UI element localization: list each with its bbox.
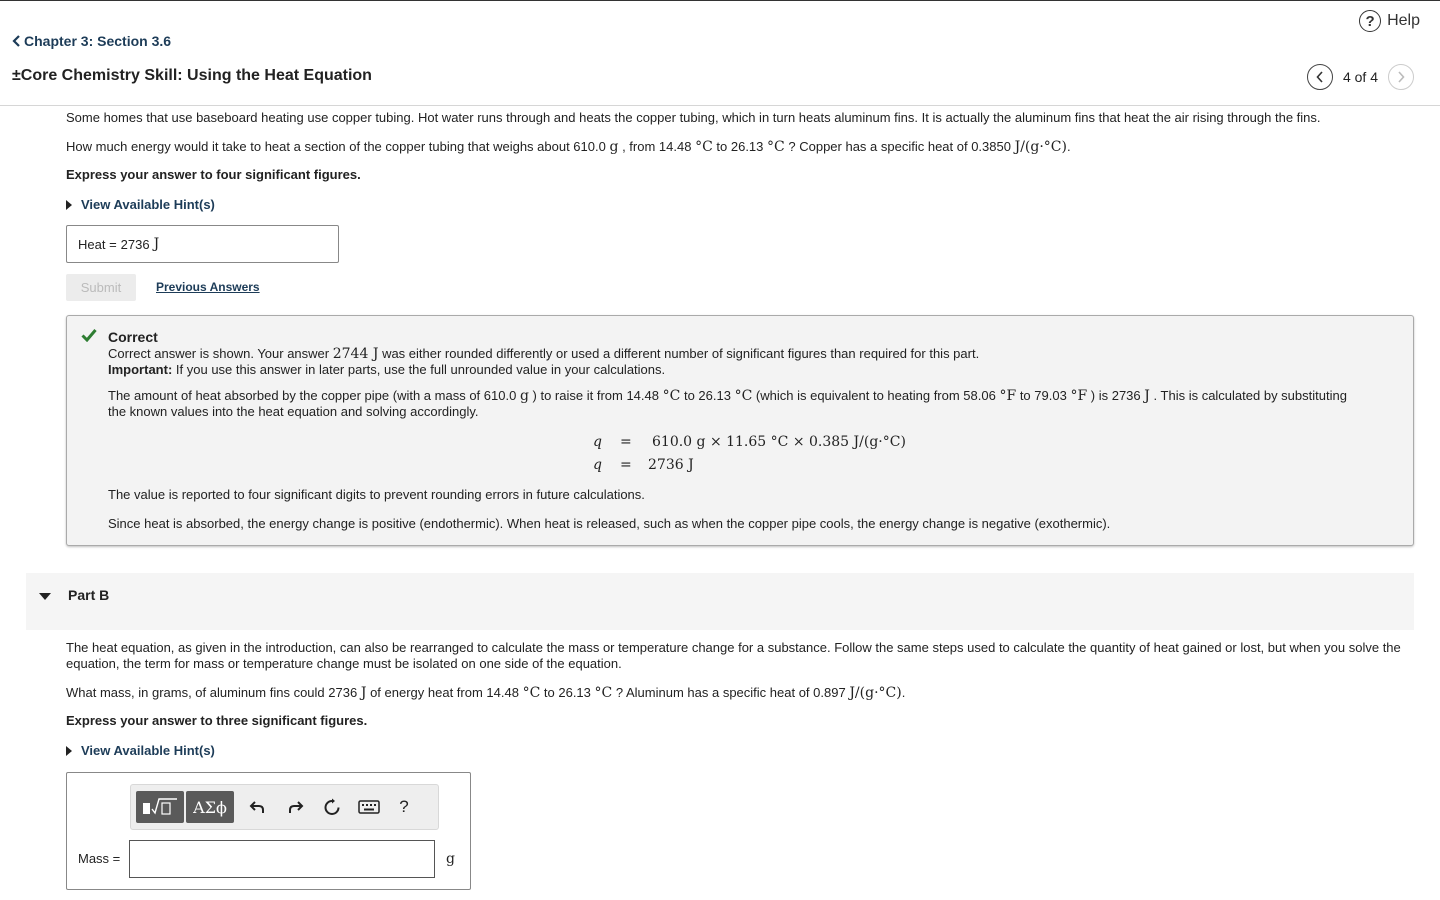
- unit-joule: J: [1144, 388, 1150, 404]
- hint-label: View Available Hint(s): [81, 743, 215, 758]
- help-link[interactable]: [1359, 10, 1420, 32]
- question-text: How much energy would it take to heat a section of the copper tubing that weighs about 610.0: [66, 139, 606, 154]
- help-label: Help: [1387, 12, 1420, 29]
- important-label: Important:: [108, 362, 173, 377]
- question-text: , from 14.48: [622, 139, 692, 154]
- breadcrumb-label: Chapter 3: Section 3.6: [24, 33, 172, 49]
- unit-specific-heat: J/(g·°C): [1014, 139, 1067, 155]
- explanation-text: to 26.13: [683, 388, 731, 403]
- keyboard-icon: [358, 800, 380, 814]
- explanation: [108, 388, 1347, 404]
- templates-icon: [140, 796, 180, 818]
- part-b-label: Part B: [68, 587, 110, 603]
- feedback-text: Correct answer is shown. Your answer: [108, 346, 330, 361]
- unit-celsius: °C: [594, 685, 613, 701]
- header-divider: [0, 105, 1440, 106]
- answer-label: Heat =: [78, 236, 117, 252]
- unit-celsius: °C: [662, 388, 681, 404]
- chevron-left-icon: [1315, 71, 1325, 83]
- checkmark-icon: [81, 328, 97, 342]
- unit-celsius: °C: [734, 388, 753, 404]
- question-text: ? Copper has a specific heat of 0.3850: [788, 139, 1011, 154]
- explanation-text: ) to raise it from 14.48: [532, 388, 659, 403]
- previous-answers-link[interactable]: Previous Answers: [156, 280, 260, 294]
- breadcrumb[interactable]: [12, 33, 171, 49]
- unit-joule: J: [360, 685, 367, 701]
- unit-celsius: °C: [522, 685, 541, 701]
- question-text: What mass, in grams, of aluminum fins could 2736: [66, 685, 358, 700]
- unit-celsius: °C: [695, 139, 713, 155]
- unit-g: g: [519, 388, 529, 404]
- top-border: [0, 0, 1440, 1]
- math-toolbar: [130, 784, 439, 830]
- caret-down-icon: [39, 593, 51, 600]
- part-a-intro: Some homes that use baseboard heating use copper tubing. Hot water runs through and heats the copper tubing, which in turn heats aluminum fins. It is actually the aluminum fins that heat the air rising through the fins.: [66, 110, 1321, 125]
- hint-label: View Available Hint(s): [81, 197, 215, 212]
- part-b-intro-line-1: The heat equation, as given in the introduction, can also be rearranged to calculate the mass or temperature change for a substance. Follow the same steps used to calculate the quantity of heat gained or lost, but when you solve the: [66, 640, 1401, 655]
- submitted-answer: 2744 J: [332, 346, 379, 362]
- caret-right-icon: [66, 200, 72, 210]
- pager-count: 4 of 4: [1342, 69, 1378, 85]
- explanation-text: to 79.03: [1019, 388, 1067, 403]
- unit-specific-heat: J/(g·°C): [849, 685, 902, 701]
- part-a-instruction: Express your answer to four significant figures.: [66, 167, 361, 182]
- question-text: ? Aluminum has a specific heat of 0.897: [615, 685, 846, 700]
- feedback-text: was either rounded differently or used a different number of significant figures than required for this part.: [382, 346, 980, 361]
- unit-fahrenheit: °F: [1070, 388, 1088, 404]
- equation-rhs-2: 2736 J: [648, 457, 694, 473]
- question-text: of energy heat from 14.48: [370, 685, 519, 700]
- question-text: to 26.13: [716, 139, 764, 154]
- feedback-status: Correct: [108, 329, 158, 345]
- submit-button[interactable]: Submit: [66, 274, 136, 301]
- equation-variable: q: [593, 434, 602, 450]
- explanation-text: . This is calculated by substituting: [1153, 388, 1347, 403]
- page-title: ±Core Chemistry Skill: Using the Heat Equation: [12, 67, 372, 84]
- undo-button[interactable]: [245, 794, 271, 820]
- mass-unit: g: [446, 851, 455, 867]
- part-b-question: [66, 685, 905, 701]
- part-b-instruction: Express your answer to three significant figures.: [66, 713, 368, 728]
- part-b-header[interactable]: [26, 573, 1414, 630]
- feedback-line: [108, 346, 979, 362]
- chevron-right-icon: [1396, 71, 1406, 83]
- important-text: If you use this answer in later parts, use the full unrounded value in your calculations.: [175, 362, 666, 377]
- part-a-hint-toggle[interactable]: [66, 197, 215, 212]
- equation-equals: =: [620, 457, 632, 473]
- equation-equals: =: [620, 434, 632, 450]
- question-text: to 26.13: [543, 685, 591, 700]
- equation-variable: q: [593, 457, 602, 473]
- explanation-text: ) is 2736: [1090, 388, 1141, 403]
- reset-icon: [323, 798, 341, 816]
- part-b-hint-toggle[interactable]: [66, 743, 215, 758]
- mass-label: Mass =: [78, 851, 121, 866]
- explanation-text: The amount of heat absorbed by the copper pipe (with a mass of 610.0: [108, 388, 517, 403]
- question-end: .: [1066, 139, 1071, 154]
- feedback-panel: [66, 315, 1414, 546]
- explanation-text: (which is equivalent to heating from 58.06: [755, 388, 996, 403]
- pager: [1307, 64, 1414, 90]
- question-end: .: [901, 685, 906, 700]
- unit-celsius: °C: [767, 139, 785, 155]
- chevron-left-icon: [12, 35, 22, 47]
- unit-g: g: [609, 139, 619, 155]
- feedback-note: Since heat is absorbed, the energy change is positive (endothermic). When heat is released, such as when the copper pipe cools, the energy change is negative (exothermic).: [108, 516, 1111, 531]
- templates-button[interactable]: [136, 791, 184, 823]
- undo-icon: [249, 799, 267, 815]
- previous-item-button[interactable]: [1307, 64, 1333, 90]
- keyboard-shortcuts-button[interactable]: [355, 794, 383, 820]
- important-note: [108, 362, 665, 378]
- reset-button[interactable]: [319, 794, 345, 820]
- equation-rhs-1: 610.0 g × 11.65 °C × 0.385 J/(g·°C): [652, 434, 906, 450]
- answer-value: 2736: [120, 236, 150, 252]
- answer-unit: J: [153, 236, 160, 252]
- greek-symbols-button[interactable]: ΑΣϕ: [186, 791, 234, 823]
- help-button[interactable]: ?: [399, 797, 409, 816]
- heat-answer-box: [66, 225, 339, 263]
- part-b-intro-line-2: equation, the term for mass or temperature change must be isolated on one side of the equation.: [66, 656, 622, 671]
- explanation-line-2: the known values into the heat equation and solving accordingly.: [108, 404, 479, 419]
- mass-input[interactable]: [129, 840, 435, 878]
- math-answer-panel: [66, 772, 471, 890]
- unit-fahrenheit: °F: [999, 388, 1017, 404]
- feedback-note: The value is reported to four significant digits to prevent rounding errors in future calculations.: [108, 487, 645, 502]
- next-item-button[interactable]: [1388, 64, 1414, 90]
- question-circle-icon: ?: [1359, 10, 1381, 32]
- caret-right-icon: [66, 746, 72, 756]
- redo-icon: [286, 799, 304, 815]
- redo-button[interactable]: [282, 794, 308, 820]
- part-a-question: [66, 139, 1071, 155]
